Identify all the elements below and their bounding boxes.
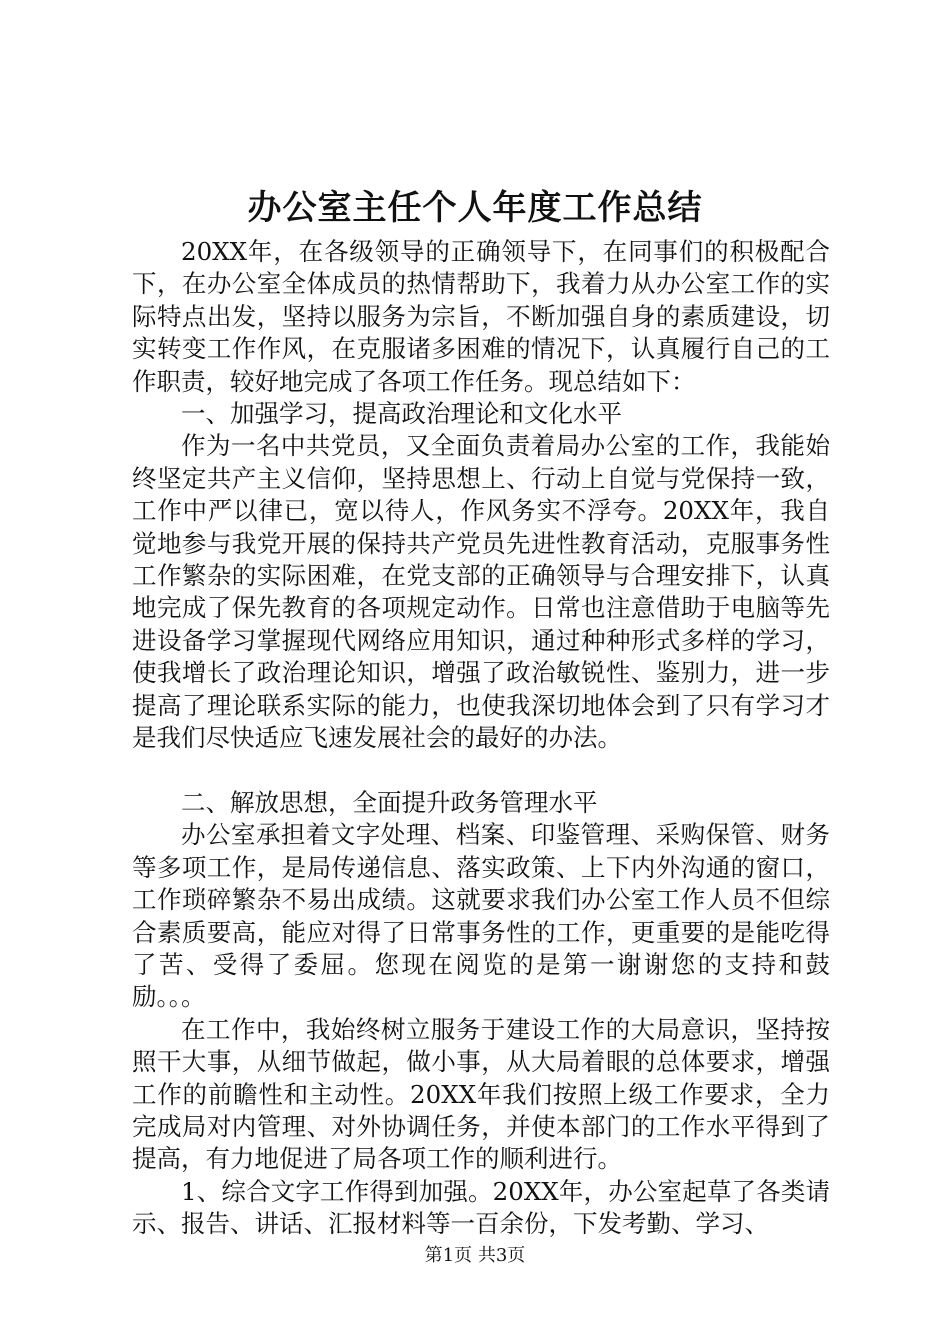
blank-line bbox=[132, 755, 830, 787]
section-2-item-1: 1、综合文字工作得到加强。20XX年，办公室起草了各类请示、报告、讲话、汇报材料等一百余份，下发考勤、学习、 bbox=[132, 1176, 830, 1239]
page-number-footer: 第1页 共3页 bbox=[424, 1245, 526, 1266]
section-heading-1: 一、加强学习，提高政治理论和文化水平 bbox=[181, 399, 622, 429]
intro-paragraph: 20XX年，在各级领导的正确领导下，在同事们的积极配合下，在办公室全体成员的热情帮助下，我着力从办公室工作的实际特点出发，坚持以服务为宗旨，不断加强自身的素质建设，切实转变工作作风，在克服诸多困难的情况下，认真履行自己的工作职责，较好地完成了各项工作任务。现总结如下： bbox=[132, 237, 830, 396]
section-2-paragraph-2: 在工作中，我始终树立服务于建设工作的大局意识，坚持按照干大事，从细节做起，做小事，从大局着眼的总体要求，增强工作的前瞻性和主动性。20XX年我们按照上级工作要求，全力完成局对内管理、对外协调任务，并使本部门的工作水平得到了提高，有力地促进了局各项工作的顺利进行。 bbox=[132, 1014, 830, 1174]
document-title: 办公室主任个人年度工作总结 bbox=[247, 188, 703, 228]
section-heading-2: 二、解放思想，全面提升政务管理水平 bbox=[181, 787, 598, 817]
document-body bbox=[132, 236, 830, 1241]
section-2-paragraph-1: 办公室承担着文字处理、档案、印鉴管理、采购保管、财务等多项工作，是局传递信息、落实政策、上下内外沟通的窗口，工作琐碎繁杂不易出成绩。这就要求我们办公室工作人员不但综合素质要高，能应对得了日常事务性的工作，更重要的是能吃得了苦、受得了委屈。您现在阅览的是第一谢谢您的支持和鼓励。。。 bbox=[132, 820, 830, 1012]
section-1-paragraph: 作为一名中共党员，又全面负责着局办公室的工作，我能始终坚定共产主义信仰，坚持思想上、行动上自觉与党保持一致，工作中严以律已，宽以待人，作风务实不浮夸。20XX年，我自觉地参与我党开展的保持共产党员先进性教育活动，克服事务性工作繁杂的实际困难，在党支部的正确领导与合理安排下，认真地完成了保先教育的各项规定动作。日常也注意借助于电脑等先进设备学习掌握现代网络应用知识，通过种种形式多样的学习，使我增长了政治理论知识，增强了政治敏锐性、鉴别力，进一步提高了理论联系实际的能力，也使我深切地体会到了只有学习才是我们尽快适应飞速发展社会的最好的办法。 bbox=[132, 431, 830, 753]
